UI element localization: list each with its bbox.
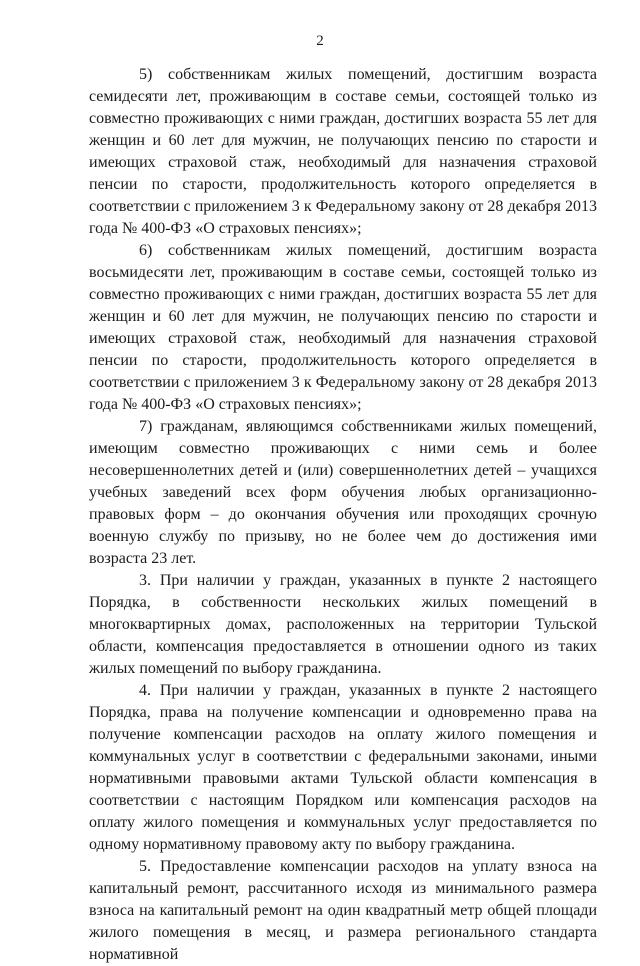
paragraph-point-4: 4. При наличии у граждан, указанных в пункте 2 настоящего Порядка, права на получение компенсации и одновременно права на получение компенсации расходов на оплату жилого помещения и коммунальных услуг в соответствии с федеральными законами, иными нормативными правовыми актами Тульской области компенсация в соответствии с настоящим Порядком или компенсация расходов на оплату жилого помещения и коммунальных услуг предоставляется по одному нормативному правовому акту по выбору гражданина.: [89, 682, 597, 853]
document-body: [89, 64, 597, 966]
paragraph-item-6: 6) собственникам жилых помещений, достигшим возраста восьмидесяти лет, проживающим в составе семьи, состоящей только из совместно проживающих с ними граждан, достигших возраста 55 лет для женщин и 60 лет для мужчин, не получающих пенсию по старости и имеющих страховой стаж, необходимый для назначения страховой пенсии по старости, продолжительность которого определяется в соответствии с приложением 3 к Федеральному закону от 28 декабря 2013 года № 400-ФЗ «О страховых пенсиях»;: [89, 242, 597, 413]
paragraph-point-3: 3. При наличии у граждан, указанных в пункте 2 настоящего Порядка, в собственности нескольких жилых помещений в многоквартирных домах, расположенных на территории Тульской области, компенсация предоставляется в отношении одного из таких жилых помещений по выбору гражданина.: [89, 572, 597, 677]
page-number: 2: [316, 33, 324, 49]
paragraph-item-7: 7) гражданам, являющимся собственниками жилых помещений, имеющим совместно проживающих с ними семь и более несовершеннолетних детей и (или) совершеннолетних детей – учащихся учебных заведений всех форм обучения любых организационно-правовых форм – до окончания обучения или проходящих срочную военную службу по призыву, но не более чем до достижения ими возраста 23 лет.: [89, 418, 597, 567]
paragraph-point-5: 5. Предоставление компенсации расходов на уплату взноса на капитальный ремонт, рассчитанного исходя из минимального размера взноса на капитальный ремонт на один квадратный метр общей площади жилого помещения в месяц, и размера регионального стандарта нормативной: [89, 858, 597, 963]
paragraph-item-5: 5) собственникам жилых помещений, достигшим возраста семидесяти лет, проживающим в составе семьи, состоящей только из совместно проживающих с ними граждан, достигших возраста 55 лет для женщин и 60 лет для мужчин, не получающих пенсию по старости и имеющих страховой стаж, необходимый для назначения страховой пенсии по старости, продолжительность которого определяется в соответствии с приложением 3 к Федеральному закону от 28 декабря 2013 года № 400-ФЗ «О страховых пенсиях»;: [89, 66, 597, 237]
